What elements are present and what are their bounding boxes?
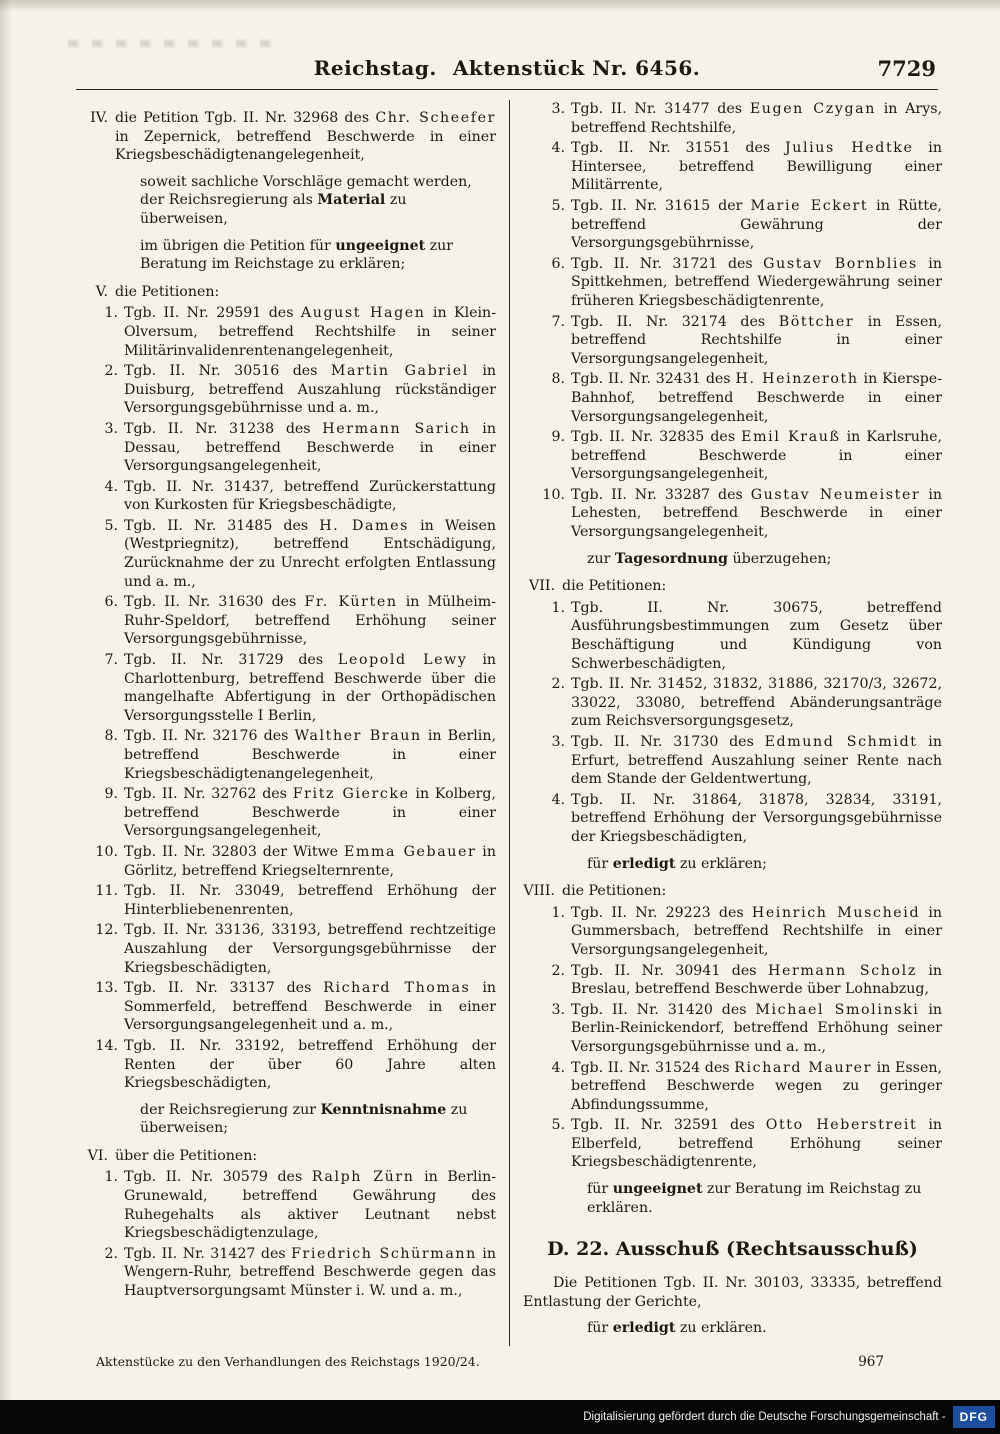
petition-item — [539, 370, 942, 426]
item-text: Tgb. II. Nr. 32176 des Walther Braun in Berlin, betreffend Beschwerde in einer Kriegsbeschädigtenangelegenheit, — [124, 728, 496, 782]
petition-item — [92, 979, 496, 1035]
section-heading — [76, 1147, 496, 1166]
header-rule — [76, 89, 938, 90]
item-text: Tgb. II. Nr. 31551 des Julius Hedtke in Hintersee, betreffend Bewilligung einer Militärrente, — [571, 140, 942, 194]
item-number: 2. — [104, 363, 118, 380]
page-footer — [96, 1354, 942, 1370]
paragraph: Die Petitionen Tgb. II. Nr. 30103, 33335, betreffend Entlastung der Gerichte, — [523, 1275, 942, 1310]
petition-item — [92, 1037, 496, 1093]
journal-name: Reichstag. — [313, 56, 437, 80]
item-number: 6. — [104, 594, 118, 611]
petition-item — [92, 785, 496, 841]
petition-item — [539, 486, 942, 542]
item-text: Tgb. II. Nr. 30516 des Martin Gabriel in Duisburg, betreffend Auszahlung rückständiger Versorgungsgebührnisse und a. m., — [124, 363, 496, 417]
petition-item — [539, 1116, 942, 1172]
item-number: 4. — [551, 1059, 565, 1076]
footer-note: Aktenstücke zu den Verhandlungen des Reichstags 1920/24. — [96, 1353, 480, 1369]
item-text: Tgb. II. Nr. 31437, betreffend Zurückerstattung von Kurkosten für Kriegsbeschädigte, — [124, 478, 496, 514]
item-number: 1. — [104, 305, 118, 322]
petition-item — [539, 962, 942, 999]
item-number: 12. — [95, 922, 118, 939]
sheet-number: 967 — [858, 1353, 884, 1370]
resolution-text: für erledigt zu erklären. — [587, 1320, 767, 1337]
item-text: Tgb. II. Nr. 31427 des Friedrich Schürmann in Wengern-Ruhr, betreffend Beschwerde gegen das Hauptversorgungsamt Münster i. W. und a. m., — [124, 1245, 496, 1300]
item-text: Tgb. II. Nr. 31238 des Hermann Sarich in Dessau, betreffend Beschwerde in einer Versorgungsangelegenheit, — [124, 420, 496, 475]
item-number: 9. — [104, 786, 118, 803]
item-number: 5. — [551, 197, 565, 214]
resolution-text: zur Tagesordnung überzugehen; — [587, 550, 832, 567]
item-number: 1. — [104, 1169, 118, 1186]
petition-item — [539, 313, 942, 369]
item-number: 7. — [104, 652, 118, 669]
item-number: 8. — [104, 728, 118, 745]
item-number: 8. — [551, 371, 565, 388]
document-number: Aktenstück Nr. 6456. — [452, 56, 701, 80]
item-text: Tgb. II. Nr. 30675, betreffend Ausführungsbestimmungen zum Gesetz über Beschäftigung und Kündigung von Schwerbeschädigten, — [571, 599, 942, 672]
petition-item — [92, 882, 496, 919]
section-heading — [523, 882, 942, 901]
item-number: 10. — [542, 486, 565, 503]
resolution-text: für ungeeignet zur Beratung im Reichstag zu erklären. — [587, 1181, 922, 1216]
right-column — [509, 100, 942, 1346]
resolution-text: im übrigen die Petition für ungeeignet zur Beratung im Reichstage zu erklären; — [140, 237, 454, 273]
item-text: Tgb. II. Nr. 32174 des Böttcher in Essen, betreffend Rechtshilfe in einer Versorgungsangelegenheit, — [571, 313, 942, 367]
petition-item — [539, 791, 942, 847]
item-text: Tgb. II. Nr. 31477 des Eugen Czygan in Arys, betreffend Rechtshilfe, — [571, 101, 943, 136]
item-number: 2. — [551, 676, 565, 693]
header-title — [76, 56, 938, 80]
petition-item — [92, 1245, 496, 1301]
item-number: 4. — [551, 140, 565, 157]
item-number: 5. — [551, 1117, 565, 1134]
scan-edge-shadow-left — [0, 0, 12, 1434]
resolution-text: für erledigt zu erklären; — [587, 855, 767, 872]
item-number: 5. — [104, 517, 118, 534]
resolution-text: soweit sachliche Vorschläge gemacht werden, der Reichsregierung als Material zu überweisen, — [140, 173, 472, 227]
petition-item — [539, 197, 942, 253]
item-text: Tgb. II. Nr. 31721 des Gustav Bornblies in Spittkehmen, betreffend Wiedergewährung seiner früheren Kriegsbeschädigtenrente, — [571, 255, 942, 309]
document-body — [76, 100, 942, 1346]
petition-item — [539, 255, 942, 311]
section-heading — [523, 577, 942, 596]
petition-item — [92, 1168, 496, 1242]
item-text: Tgb. II. Nr. 31729 des Leopold Lewy in Charlottenburg, betreffend Beschwerde über die mangelhafte Abfertigung in der Orthopädischen Versorgungsstelle I Berlin, — [124, 652, 496, 724]
petition-item — [539, 1001, 942, 1057]
dfg-logo: DFG — [953, 1406, 995, 1428]
item-text: Tgb. II. Nr. 33192, betreffend Erhöhung der Renten der über 60 Jahre alten Kriegsbeschädigten, — [124, 1037, 496, 1092]
item-number: 3. — [104, 420, 118, 437]
scan-artifact — [68, 40, 283, 47]
item-text: Tgb. II. Nr. 31420 des Michael Smolinski in Berlin-Reinickendorf, betreffend Erhöhung seiner Versorgungsgebührnisse und a. m., — [571, 1001, 943, 1055]
item-text: Tgb. II. Nr. 33137 des Richard Thomas in Sommerfeld, betreffend Beschwerde in einer Versorgungsangelegenheit und a. m., — [124, 980, 496, 1034]
petition-item — [92, 727, 496, 783]
item-text: Tgb. II. Nr. 31485 des H. Dames in Weisen (Westpriegnitz), betreffend Entschädigung, Zurücknahme der zu Unrecht erfolgten Entlassung und a. m., — [124, 517, 496, 590]
item-text: Tgb. II. Nr. 32431 des H. Heinzeroth in Kierspe-Bahnhof, betreffend Beschwerde in einer Versorgungsangelegenheit, — [571, 371, 942, 425]
item-text: Tgb. II. Nr. 33049, betreffend Erhöhung der Hinterbliebenenrenten, — [124, 883, 496, 918]
item-text: Tgb. II. Nr. 29591 des August Hagen in Klein-Olversum, betreffend Rechtshilfe in seiner Militärinvalidenrentenangelegenheit, — [124, 305, 496, 359]
scan-edge-shadow-top — [0, 0, 1000, 12]
left-column — [76, 100, 509, 1346]
item-number: 4. — [551, 791, 565, 808]
item-number: 10. — [95, 843, 118, 860]
item-text: Tgb. II. Nr. 31730 des Edmund Schmidt in Erfurt, betreffend Auszahlung seiner Rente nach dem Stande der Geldentwertung, — [571, 734, 942, 788]
petition-item — [539, 675, 942, 731]
petition-item — [539, 1059, 942, 1115]
item-text: Tgb. II. Nr. 32835 des Emil Krauß in Karlsruhe, betreffend Beschwerde in einer Versorgungsangelegenheit, — [571, 429, 942, 483]
item-text: Tgb. II. Nr. 32803 der Witwe Emma Gebauer in Görlitz, betreffend Kriegselternrente, — [124, 843, 496, 879]
item-text: Tgb. II. Nr. 30941 des Hermann Scholz in Breslau, betreffend Beschwerde über Lohnabzug, — [571, 962, 942, 998]
item-number: 4. — [104, 478, 118, 495]
item-number: 14. — [95, 1037, 118, 1054]
digitization-credit: Digitalisierung gefördert durch die Deutsche Forschungsgemeinschaft - — [583, 1411, 946, 1423]
resolution-text: der Reichsregierung zur Kenntnisnahme zu überweisen; — [140, 1101, 468, 1137]
item-number: 3. — [551, 101, 565, 117]
item-text: die Petitionen: — [562, 578, 667, 595]
item-number: 2. — [551, 962, 565, 979]
item-number: 1. — [551, 599, 565, 616]
petition-item — [92, 593, 496, 649]
item-text: Tgb. II. Nr. 31524 des Richard Maurer in Essen, betreffend Beschwerde wegen zu geringer Abfindungssumme, — [571, 1059, 942, 1113]
item-text: Tgb. II. Nr. 32591 des Otto Heberstreit in Elberfeld, betreffend Erhöhung seiner Kriegsbeschädigtenrente, — [571, 1117, 942, 1171]
petition-item — [539, 428, 942, 484]
item-text: Tgb. II. Nr. 31615 der Marie Eckert in Rütte, betreffend Gewährung der Versorgungsgebührnisse, — [571, 197, 942, 252]
item-text: die Petition Tgb. II. Nr. 32968 des Chr. Scheefer in Zepernick, betreffend Beschwerde in einer Kriegsbeschädigtenangelegenheit, — [115, 110, 496, 164]
section-heading — [76, 109, 496, 165]
item-text: Tgb. II. Nr. 31864, 31878, 32834, 33191, betreffend Erhöhung der Versorgungsgebührnisse der Kriegsbeschädigten, — [571, 791, 942, 845]
item-number: 6. — [551, 255, 565, 272]
item-number: 1. — [551, 904, 565, 921]
item-number: 13. — [95, 980, 118, 997]
item-number: 11. — [95, 883, 118, 900]
item-text: Tgb. II. Nr. 31452, 31832, 31886, 32170/3, 32672, 33022, 33080, betreffend Abänderungsanträge zum Reichsversorgungsgesetz, — [571, 676, 942, 730]
item-text: Tgb. II. Nr. 31630 des Fr. Kürten in Mülheim-Ruhr-Speldorf, betreffend Erhöhung seiner Versorgungsgebührnisse, — [124, 594, 497, 648]
item-text: Tgb. II. Nr. 29223 des Heinrich Muscheid in Gummersbach, betreffend Rechtshilfe in einer Versorgungsangelegenheit, — [571, 904, 942, 958]
item-text: Tgb. II. Nr. 30579 des Ralph Zürn in Berlin-Grunewald, betreffend Gewährung des Ruhegehalts als aktiver Leutnant nebst Kriegsbeschädigtenzulage, — [124, 1169, 496, 1242]
item-text: Tgb. II. Nr. 33287 des Gustav Neumeister in Lehesten, betreffend Beschwerde in einer Versorgungsangelegenheit, — [571, 486, 942, 541]
petition-item — [92, 304, 496, 360]
petition-item — [92, 517, 496, 591]
page-header — [76, 56, 938, 84]
item-number: 2. — [104, 1245, 118, 1262]
item-text: über die Petitionen: — [115, 1147, 258, 1164]
section-heading — [76, 283, 496, 302]
petition-item — [539, 139, 942, 195]
petition-item — [92, 843, 496, 880]
item-number: 9. — [551, 429, 565, 446]
item-number: VII. — [529, 578, 555, 595]
petition-item — [92, 420, 496, 476]
item-number: VI. — [87, 1147, 108, 1164]
item-number: 3. — [551, 1001, 565, 1018]
petition-item — [539, 100, 942, 137]
item-text: Tgb. II. Nr. 32762 des Fritz Giercke in Kolberg, betreffend Beschwerde in einer Versorgungsangelegenheit, — [124, 786, 496, 840]
item-number: 3. — [551, 734, 565, 750]
petition-item — [539, 904, 942, 960]
petition-item — [92, 362, 496, 418]
petition-item — [539, 733, 942, 789]
item-text: Tgb. II. Nr. 33136, 33193, betreffend rechtzeitige Auszahlung der Versorgungsgebührnisse der Kriegsbeschädigten, — [124, 922, 496, 976]
petition-item — [539, 599, 942, 673]
item-number: IV. — [90, 110, 108, 126]
item-text: die Petitionen: — [115, 283, 220, 300]
item-number: V. — [95, 283, 108, 300]
item-number: VIII. — [523, 883, 555, 900]
page-number: 7729 — [877, 56, 936, 81]
petition-item — [92, 921, 496, 977]
item-text: die Petitionen: — [562, 883, 667, 900]
petition-item — [92, 478, 496, 515]
committee-heading: D. 22. Ausschuß (Rechtsausschuß) — [547, 1238, 918, 1261]
petition-item — [92, 651, 496, 725]
item-number: 7. — [551, 313, 565, 330]
digitization-bar — [0, 1400, 1000, 1434]
